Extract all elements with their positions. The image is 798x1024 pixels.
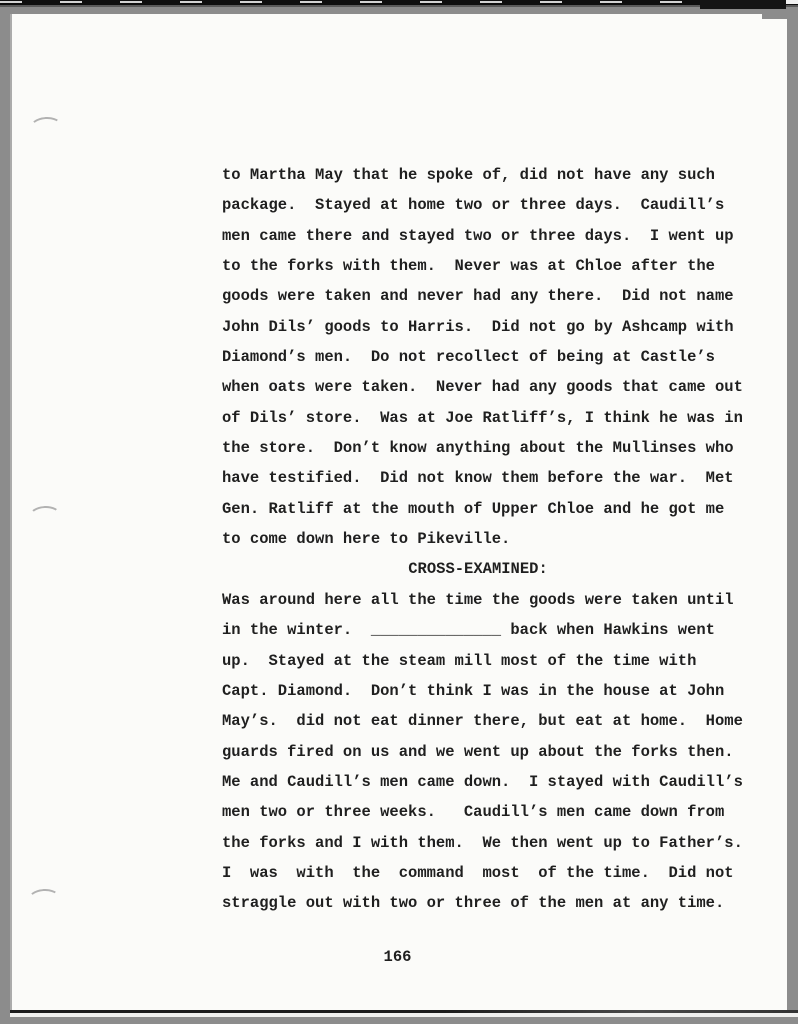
- text-line: when oats were taken. Never had any goods that came out: [222, 378, 743, 397]
- text-line: the forks and I with them. We then went up to Father’s.: [222, 833, 743, 852]
- text-line: men two or three weeks. Caudill’s men came down from: [222, 803, 725, 822]
- text-line: package. Stayed at home two or three days. Caudill’s: [222, 196, 725, 215]
- text-line: Capt. Diamond. Don’t think I was in the house at John: [222, 681, 725, 700]
- text-line: the store. Don’t know anything about the Mullinses who: [222, 439, 734, 458]
- text-line: guards fired on us and we went up about the forks then.: [222, 742, 734, 761]
- text-line: Was around here all the time the goods were taken until: [222, 590, 734, 609]
- text-line: Diamond’s men. Do not recollect of being at Castle’s: [222, 348, 715, 367]
- text-line: straggle out with two or three of the men at any time.: [222, 894, 725, 913]
- scan-top-corner-shadow: [762, 9, 798, 19]
- text-line: Gen. Ratliff at the mouth of Upper Chloe and he got me: [222, 499, 725, 518]
- text-line: have testified. Did not know them before the war. Met: [222, 469, 734, 488]
- text-line: Me and Caudill’s men came down. I stayed with Caudill’s: [222, 772, 743, 791]
- text-line: I was with the command most of the time. Did not: [222, 863, 734, 882]
- text-line: John Dils’ goods to Harris. Did not go by Ashcamp with: [222, 317, 734, 336]
- text-line: men came there and stayed two or three days. I went up: [222, 226, 734, 245]
- text-line: to Martha May that he spoke of, did not have any such: [222, 166, 715, 184]
- text-line: goods were taken and never had any there. Did not name: [222, 287, 734, 306]
- text-line: in the winter. ______________ back when Hawkins went: [222, 621, 715, 640]
- text-line: up. Stayed at the steam mill most of the time with: [222, 651, 697, 670]
- transcript-body: [222, 160, 743, 919]
- next-page-edge: [10, 1013, 798, 1017]
- text-line: May’s. did not eat dinner there, but eat at home. Home: [222, 712, 743, 731]
- scan-top-edge: [0, 0, 798, 7]
- text-line: to come down here to Pikeville.: [222, 530, 511, 549]
- scan-top-corner-notch: [786, 0, 798, 4]
- text-line: of Dils’ store. Was at Joe Ratliff’s, I think he was in: [222, 408, 743, 427]
- section-heading: CROSS-EXAMINED:: [408, 560, 548, 579]
- scan-top-edge-right: [700, 0, 786, 9]
- text-line: to the forks with them. Never was at Chloe after the: [222, 257, 715, 276]
- page-number: 166: [383, 948, 412, 966]
